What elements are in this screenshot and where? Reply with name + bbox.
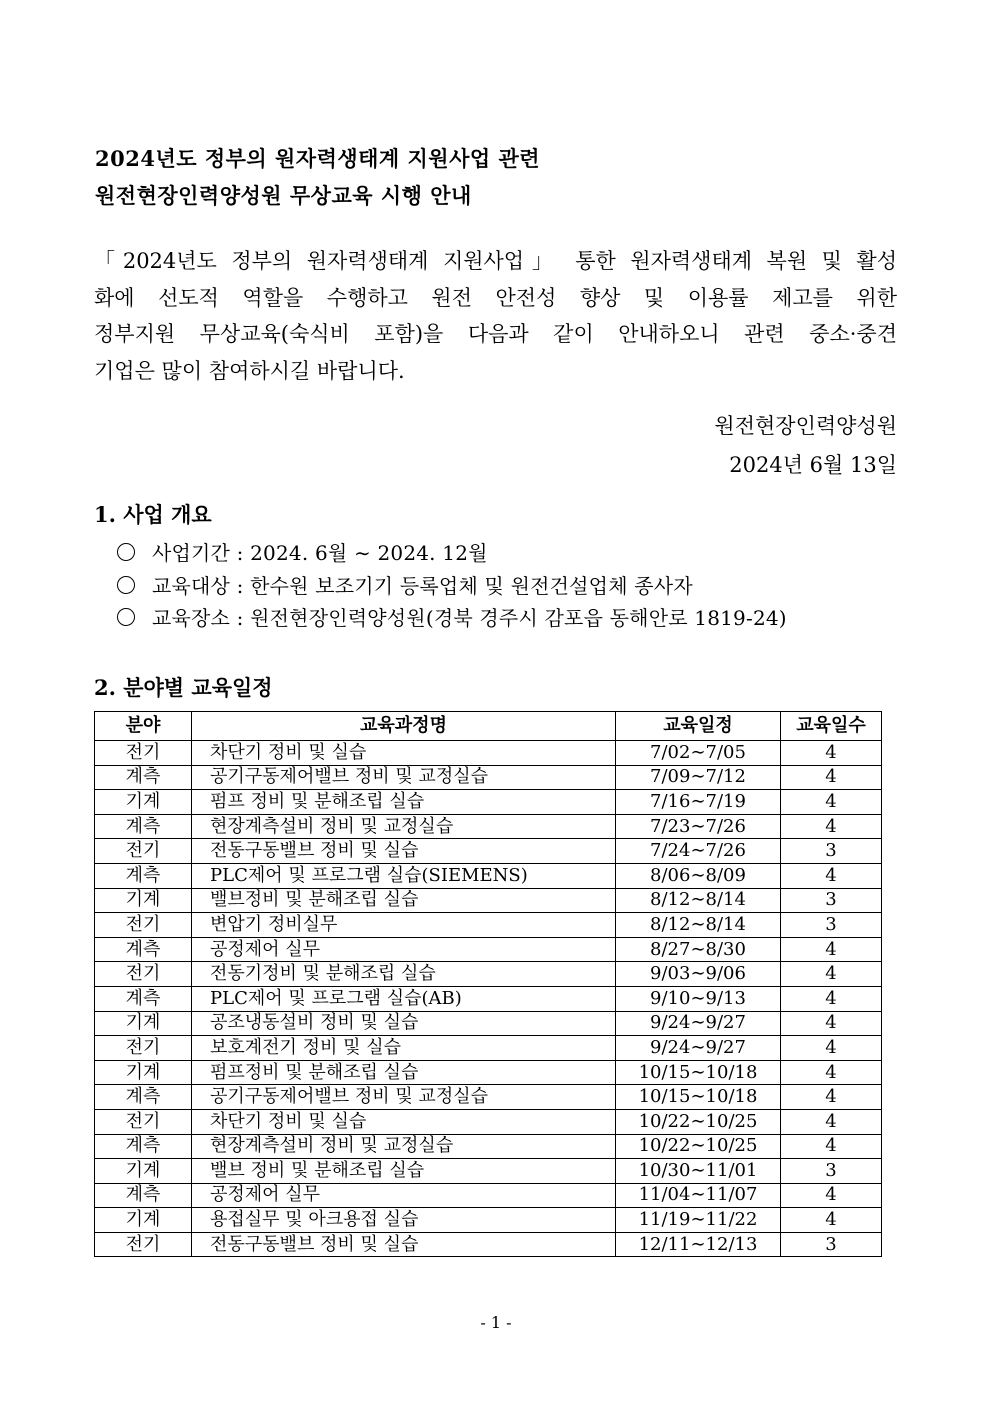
table-row [95, 1109, 882, 1134]
table-row [95, 937, 882, 962]
field-cell: 계측 [95, 765, 192, 790]
field-cell: 전기 [95, 741, 192, 766]
course-name-cell: PLC제어 및 프로그램 실습(AB) [192, 986, 616, 1011]
schedule-cell: 10/30∼11/01 [616, 1159, 781, 1184]
intro-line: 정부지원 무상교육(숙식비 포함)을 다음과 같이 안내하오니 관련 중소·중견 [94, 322, 897, 346]
column-header-course: 교육과정명 [192, 712, 616, 741]
schedule-cell: 7/23∼7/26 [616, 814, 781, 839]
field-cell: 계측 [95, 1085, 192, 1110]
table-row [95, 1183, 882, 1208]
issue-date: 2024년 6월 13일 [729, 453, 897, 477]
overview-item-text: 교육대상 : 한수원 보조기기 등록업체 및 원전건설업체 종사자 [152, 574, 693, 598]
schedule-cell: 8/12∼8/14 [616, 913, 781, 938]
days-cell: 4 [781, 1183, 882, 1208]
field-cell: 기계 [95, 888, 192, 913]
schedule-cell: 9/10∼9/13 [616, 986, 781, 1011]
course-name-cell: 밸브 정비 및 분해조립 실습 [192, 1159, 616, 1184]
days-cell: 4 [781, 790, 882, 815]
course-name-cell: 밸브정비 및 분해조립 실습 [192, 888, 616, 913]
table-header-row [95, 712, 882, 741]
field-cell: 계측 [95, 937, 192, 962]
document-title-line2: 원전현장인력양성원 무상교육 시행 안내 [95, 183, 472, 208]
field-cell: 기계 [95, 1159, 192, 1184]
course-name-cell: 펌프정비 및 분해조립 실습 [192, 1060, 616, 1085]
course-name-cell: 현장계측설비 정비 및 교정실습 [192, 1134, 616, 1159]
field-cell: 기계 [95, 790, 192, 815]
course-name-cell: 전동구동밸브 정비 및 실습 [192, 839, 616, 864]
schedule-cell: 12/11∼12/13 [616, 1232, 781, 1257]
table-row [95, 986, 882, 1011]
days-cell: 4 [781, 962, 882, 987]
section-1-heading: 1. 사업 개요 [94, 502, 212, 527]
sender-organization: 원전현장인력양성원 [714, 414, 897, 438]
course-name-cell: 전동기정비 및 분해조립 실습 [192, 962, 616, 987]
schedule-cell: 7/02∼7/05 [616, 741, 781, 766]
field-cell: 전기 [95, 962, 192, 987]
course-name-cell: 차단기 정비 및 실습 [192, 1109, 616, 1134]
field-cell: 전기 [95, 1109, 192, 1134]
table-body [95, 741, 882, 1257]
schedule-cell: 7/09∼7/12 [616, 765, 781, 790]
column-header-field: 분야 [95, 712, 192, 741]
intro-line: 「2024년도 정부의 원자력생태계 지원사업」 통한 원자력생태계 복원 및 활성 [94, 249, 897, 273]
course-name-cell: 전동구동밸브 정비 및 실습 [192, 1232, 616, 1257]
days-cell: 3 [781, 1232, 882, 1257]
intro-line: 화에 선도적 역할을 수행하고 원전 안전성 향상 및 이용률 제고를 위한 [94, 285, 897, 310]
schedule-cell: 9/24∼9/27 [616, 1011, 781, 1036]
table-row [95, 1208, 882, 1233]
days-cell: 4 [781, 1208, 882, 1233]
field-cell: 전기 [95, 1036, 192, 1061]
schedule-cell: 7/24∼7/26 [616, 839, 781, 864]
circle-bullet-icon [117, 576, 135, 594]
days-cell: 4 [781, 1060, 882, 1085]
field-cell: 기계 [95, 1208, 192, 1233]
education-schedule-table [94, 711, 882, 1257]
course-name-cell: 펌프 정비 및 분해조립 실습 [192, 790, 616, 815]
field-cell: 기계 [95, 1011, 192, 1036]
table-row [95, 1036, 882, 1061]
table-row [95, 1085, 882, 1110]
course-name-cell: 차단기 정비 및 실습 [192, 741, 616, 766]
course-name-cell: 공정제어 실무 [192, 937, 616, 962]
overview-item-period [117, 537, 897, 566]
overview-item-text: 사업기간 : 2024. 6월 ∼ 2024. 12월 [152, 541, 488, 565]
schedule-cell: 11/19∼11/22 [616, 1208, 781, 1233]
page-number: - 1 - [480, 1313, 512, 1332]
schedule-cell: 9/24∼9/27 [616, 1036, 781, 1061]
course-name-cell: PLC제어 및 프로그램 실습(SIEMENS) [192, 863, 616, 888]
course-name-cell: 용접실무 및 아크용접 실습 [192, 1208, 616, 1233]
table-row [95, 839, 882, 864]
table-row [95, 1060, 882, 1085]
table-row [95, 1011, 882, 1036]
table-row [95, 1134, 882, 1159]
schedule-cell: 11/04∼11/07 [616, 1183, 781, 1208]
table-row [95, 913, 882, 938]
overview-item-target [117, 570, 897, 599]
schedule-cell: 10/15∼10/18 [616, 1085, 781, 1110]
course-name-cell: 공정제어 실무 [192, 1183, 616, 1208]
days-cell: 4 [781, 937, 882, 962]
schedule-cell: 10/22∼10/25 [616, 1109, 781, 1134]
days-cell: 4 [781, 1036, 882, 1061]
course-name-cell: 공기구동제어밸브 정비 및 교정실습 [192, 765, 616, 790]
column-header-days: 교육일수 [781, 712, 882, 741]
days-cell: 3 [781, 913, 882, 938]
schedule-cell: 8/27∼8/30 [616, 937, 781, 962]
course-name-cell: 공조냉동설비 정비 및 실습 [192, 1011, 616, 1036]
course-name-cell: 현장계측설비 정비 및 교정실습 [192, 814, 616, 839]
table-row [95, 863, 882, 888]
schedule-cell: 8/12∼8/14 [616, 888, 781, 913]
section-2-heading: 2. 분야별 교육일정 [94, 675, 273, 700]
circle-bullet-icon [117, 543, 135, 561]
schedule-cell: 7/16∼7/19 [616, 790, 781, 815]
field-cell: 전기 [95, 913, 192, 938]
days-cell: 3 [781, 888, 882, 913]
course-name-cell: 변압기 정비실무 [192, 913, 616, 938]
days-cell: 4 [781, 986, 882, 1011]
field-cell: 계측 [95, 1183, 192, 1208]
schedule-cell: 9/03∼9/06 [616, 962, 781, 987]
table-row [95, 888, 882, 913]
document-title-line1: 2024년도 정부의 원자력생태계 지원사업 관련 [95, 146, 541, 171]
days-cell: 3 [781, 1159, 882, 1184]
days-cell: 4 [781, 863, 882, 888]
field-cell: 기계 [95, 1060, 192, 1085]
days-cell: 4 [781, 1085, 882, 1110]
course-name-cell: 보호계전기 정비 및 실습 [192, 1036, 616, 1061]
column-header-schedule: 교육일정 [616, 712, 781, 741]
days-cell: 4 [781, 765, 882, 790]
schedule-cell: 10/15∼10/18 [616, 1060, 781, 1085]
field-cell: 계측 [95, 1134, 192, 1159]
overview-item-location [117, 602, 897, 631]
intro-paragraph [94, 243, 897, 389]
table-row [95, 790, 882, 815]
days-cell: 3 [781, 839, 882, 864]
circle-bullet-icon [117, 608, 135, 626]
field-cell: 계측 [95, 814, 192, 839]
table-row [95, 1159, 882, 1184]
table-row [95, 814, 882, 839]
field-cell: 전기 [95, 1232, 192, 1257]
table-row [95, 1232, 882, 1257]
field-cell: 계측 [95, 986, 192, 1011]
course-name-cell: 공기구동제어밸브 정비 및 교정실습 [192, 1085, 616, 1110]
table-row [95, 765, 882, 790]
schedule-cell: 10/22∼10/25 [616, 1134, 781, 1159]
intro-line: 기업은 많이 참여하시길 바랍니다. [94, 358, 405, 383]
overview-item-text: 교육장소 : 원전현장인력양성원(경북 경주시 감포읍 동해안로 1819-24) [152, 606, 787, 630]
days-cell: 4 [781, 814, 882, 839]
schedule-cell: 8/06∼8/09 [616, 863, 781, 888]
days-cell: 4 [781, 741, 882, 766]
table-row [95, 741, 882, 766]
days-cell: 4 [781, 1134, 882, 1159]
days-cell: 4 [781, 1011, 882, 1036]
table-row [95, 962, 882, 987]
field-cell: 계측 [95, 863, 192, 888]
field-cell: 전기 [95, 839, 192, 864]
days-cell: 4 [781, 1109, 882, 1134]
